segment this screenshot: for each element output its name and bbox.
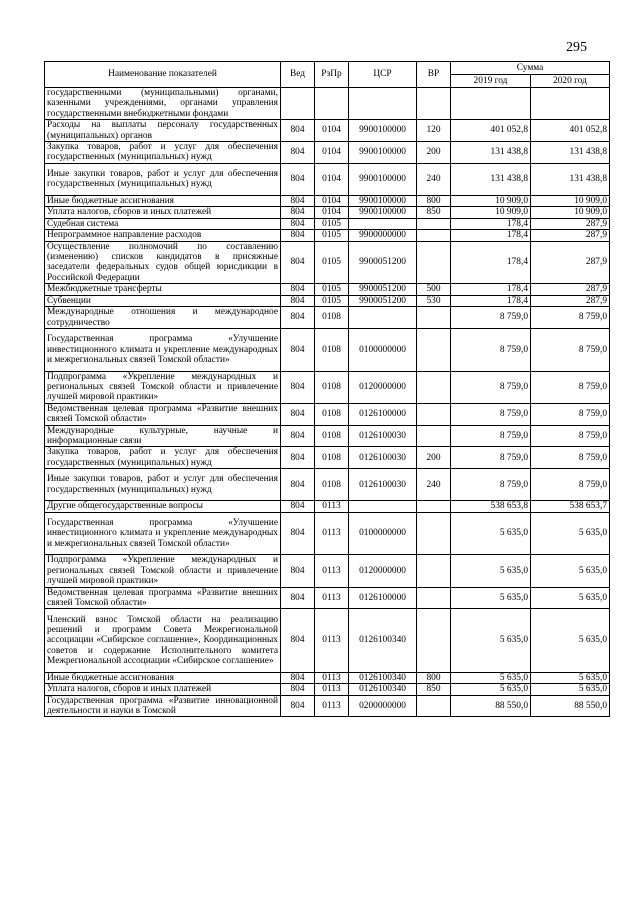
cell-name: Международные отношения и международное сотрудничество: [45, 307, 281, 329]
cell-sum-2020: 287,9: [531, 284, 610, 295]
table-row: [45, 328, 610, 371]
cell-csr: 9900100000: [349, 207, 417, 218]
cell-sum-2020: 538 653,7: [531, 501, 610, 512]
cell-vr: 850: [417, 684, 451, 695]
cell-csr: 0120000000: [349, 555, 417, 587]
table-row: [45, 371, 610, 403]
table-row: [45, 284, 610, 295]
cell-ved: 804: [281, 241, 315, 284]
cell-name: Закупка товаров, работ и услуг для обеспечения государственных (муниципальных) нужд: [45, 447, 281, 469]
cell-csr: 9900100000: [349, 142, 417, 164]
cell-csr: 0126100000: [349, 403, 417, 425]
table-row: [45, 501, 610, 512]
cell-vr: 240: [417, 469, 451, 501]
header-name: Наименование показателей: [45, 62, 281, 88]
cell-csr: 0126100000: [349, 587, 417, 609]
cell-rzpr: 0108: [315, 447, 349, 469]
cell-ved: 804: [281, 501, 315, 512]
cell-sum-2020: 10 909,0: [531, 196, 610, 207]
cell-sum-2019: 8 759,0: [451, 328, 531, 371]
cell-sum-2020: 88 550,0: [531, 695, 610, 717]
cell-ved: 804: [281, 284, 315, 295]
cell-sum-2019: 88 550,0: [451, 695, 531, 717]
cell-ved: 804: [281, 307, 315, 329]
table-row: [45, 403, 610, 425]
cell-name: Подпрограмма «Укрепление международных и региональных связей Томской области и привлечение лучшей мировой практики»: [45, 371, 281, 403]
cell-vr: 850: [417, 207, 451, 218]
table-row: [45, 425, 610, 447]
cell-ved: 804: [281, 295, 315, 306]
cell-csr: [349, 307, 417, 329]
cell-sum-2019: 5 635,0: [451, 512, 531, 555]
cell-csr: 9900051200: [349, 295, 417, 306]
cell-sum-2020: 401 052,8: [531, 120, 610, 142]
table-row: [45, 218, 610, 229]
header-ved: Вед: [281, 62, 315, 88]
cell-vr: [417, 695, 451, 717]
table-row: [45, 207, 610, 218]
cell-ved: 804: [281, 447, 315, 469]
cell-rzpr: 0108: [315, 403, 349, 425]
cell-name: Субвенции: [45, 295, 281, 306]
cell-rzpr: 0108: [315, 307, 349, 329]
cell-rzpr: 0108: [315, 328, 349, 371]
table-row: [45, 230, 610, 241]
table-row: [45, 447, 610, 469]
cell-name: Уплата налогов, сборов и иных платежей: [45, 207, 281, 218]
cell-csr: 0126100030: [349, 425, 417, 447]
budget-table: [44, 61, 610, 717]
cell-vr: 530: [417, 295, 451, 306]
cell-ved: 804: [281, 684, 315, 695]
cell-vr: [417, 609, 451, 672]
cell-name: Расходы на выплаты персоналу государственных (муниципальных) органов: [45, 120, 281, 142]
cell-csr: 0126100340: [349, 672, 417, 683]
table-body: [45, 88, 610, 717]
cell-name: Иные бюджетные ассигнования: [45, 672, 281, 683]
cell-csr: 9900100000: [349, 163, 417, 195]
cell-sum-2019: 401 052,8: [451, 120, 531, 142]
cell-sum-2020: 131 438,8: [531, 142, 610, 164]
cell-ved: 804: [281, 609, 315, 672]
cell-csr: 0120000000: [349, 371, 417, 403]
cell-name: Ведомственная целевая программа «Развитие внешних связей Томской области»: [45, 587, 281, 609]
cell-rzpr: 0104: [315, 196, 349, 207]
cell-sum-2019: 8 759,0: [451, 469, 531, 501]
cell-name: Непрограммное направление расходов: [45, 230, 281, 241]
cell-ved: [281, 88, 315, 120]
cell-name: Уплата налогов, сборов и иных платежей: [45, 684, 281, 695]
cell-name: Другие общегосударственные вопросы: [45, 501, 281, 512]
cell-name: Ведомственная целевая программа «Развитие внешних связей Томской области»: [45, 403, 281, 425]
cell-name: Иные закупки товаров, работ и услуг для обеспечения государственных (муниципальных) нужд: [45, 469, 281, 501]
cell-rzpr: 0113: [315, 609, 349, 672]
cell-sum-2019: 8 759,0: [451, 447, 531, 469]
cell-rzpr: 0113: [315, 501, 349, 512]
cell-sum-2020: 5 635,0: [531, 684, 610, 695]
table-row: [45, 684, 610, 695]
cell-sum-2020: 5 635,0: [531, 672, 610, 683]
cell-vr: [417, 512, 451, 555]
cell-sum-2020: 8 759,0: [531, 403, 610, 425]
table-row: [45, 672, 610, 683]
cell-name: Иные бюджетные ассигнования: [45, 196, 281, 207]
table-row: [45, 241, 610, 284]
cell-rzpr: 0113: [315, 587, 349, 609]
table-row: [45, 307, 610, 329]
cell-vr: 200: [417, 447, 451, 469]
table-row: [45, 469, 610, 501]
cell-sum-2019: 5 635,0: [451, 587, 531, 609]
cell-name: Межбюджетные трансферты: [45, 284, 281, 295]
cell-csr: 9900051200: [349, 241, 417, 284]
cell-vr: [417, 371, 451, 403]
cell-sum-2020: [531, 88, 610, 120]
table-row: [45, 163, 610, 195]
cell-sum-2019: 5 635,0: [451, 609, 531, 672]
cell-sum-2019: 8 759,0: [451, 307, 531, 329]
header-vr: ВР: [417, 62, 451, 88]
cell-ved: 804: [281, 672, 315, 683]
cell-ved: 804: [281, 207, 315, 218]
cell-sum-2019: 10 909,0: [451, 207, 531, 218]
cell-rzpr: 0105: [315, 230, 349, 241]
cell-vr: [417, 587, 451, 609]
cell-rzpr: 0108: [315, 371, 349, 403]
cell-name: Подпрограмма «Укрепление международных и региональных связей Томской области и привлечение лучшей мировой практики»: [45, 555, 281, 587]
cell-rzpr: [315, 88, 349, 120]
table-row: [45, 587, 610, 609]
cell-name: Членский взнос Томской области на реализацию решений и программ Совета Межрегиональной ассоциации «Сибирское соглашение», Координационных советов и содержание Исполнительного комитета Межрегиональной ассоциации «Сибирское соглашение»: [45, 609, 281, 672]
cell-rzpr: 0113: [315, 512, 349, 555]
cell-csr: 0126100340: [349, 609, 417, 672]
cell-vr: 120: [417, 120, 451, 142]
cell-csr: 9900000000: [349, 230, 417, 241]
cell-csr: [349, 501, 417, 512]
cell-sum-2020: 8 759,0: [531, 328, 610, 371]
table-row: [45, 512, 610, 555]
cell-rzpr: 0108: [315, 469, 349, 501]
cell-ved: 804: [281, 196, 315, 207]
cell-sum-2019: 178,4: [451, 218, 531, 229]
cell-sum-2019: 178,4: [451, 241, 531, 284]
cell-ved: 804: [281, 469, 315, 501]
header-sum: Сумма: [451, 62, 610, 75]
table-row: [45, 120, 610, 142]
cell-name: государственными (муниципальными) органами, казенными учреждениями, органами управления государственными внебюджетными фондами: [45, 88, 281, 120]
cell-sum-2019: 8 759,0: [451, 403, 531, 425]
cell-sum-2020: 5 635,0: [531, 609, 610, 672]
cell-ved: 804: [281, 230, 315, 241]
cell-vr: [417, 241, 451, 284]
cell-sum-2019: 131 438,8: [451, 142, 531, 164]
cell-vr: 800: [417, 196, 451, 207]
cell-csr: 0200000000: [349, 695, 417, 717]
cell-sum-2019: 5 635,0: [451, 684, 531, 695]
cell-rzpr: 0105: [315, 241, 349, 284]
cell-rzpr: 0104: [315, 163, 349, 195]
table-row: [45, 295, 610, 306]
cell-vr: [417, 403, 451, 425]
cell-name: Государственная программа «Улучшение инвестиционного климата и укрепление международных и межрегиональных связей Томской области»: [45, 328, 281, 371]
cell-ved: 804: [281, 371, 315, 403]
cell-csr: 0100000000: [349, 512, 417, 555]
cell-csr: 0126100340: [349, 684, 417, 695]
table-header: [45, 62, 610, 88]
cell-name: Международные культурные, научные и информационные связи: [45, 425, 281, 447]
cell-rzpr: 0113: [315, 695, 349, 717]
cell-name: Иные закупки товаров, работ и услуг для обеспечения государственных (муниципальных) нужд: [45, 163, 281, 195]
cell-ved: 804: [281, 587, 315, 609]
cell-sum-2019: 5 635,0: [451, 555, 531, 587]
cell-name: Закупка товаров, работ и услуг для обеспечения государственных (муниципальных) нужд: [45, 142, 281, 164]
cell-rzpr: 0104: [315, 142, 349, 164]
cell-sum-2020: 131 438,8: [531, 163, 610, 195]
cell-sum-2020: 8 759,0: [531, 425, 610, 447]
cell-rzpr: 0113: [315, 555, 349, 587]
cell-sum-2019: 178,4: [451, 295, 531, 306]
cell-vr: 200: [417, 142, 451, 164]
cell-ved: 804: [281, 218, 315, 229]
cell-sum-2019: 5 635,0: [451, 672, 531, 683]
cell-ved: 804: [281, 328, 315, 371]
cell-rzpr: 0105: [315, 218, 349, 229]
cell-ved: 804: [281, 425, 315, 447]
cell-vr: 800: [417, 672, 451, 683]
cell-vr: [417, 425, 451, 447]
header-2020: 2020 год: [531, 75, 610, 88]
table-row: [45, 88, 610, 120]
cell-csr: [349, 218, 417, 229]
table-row: [45, 142, 610, 164]
cell-sum-2020: 8 759,0: [531, 371, 610, 403]
cell-csr: 0126100030: [349, 469, 417, 501]
cell-ved: 804: [281, 163, 315, 195]
cell-vr: 500: [417, 284, 451, 295]
cell-sum-2020: 287,9: [531, 295, 610, 306]
cell-rzpr: 0104: [315, 120, 349, 142]
cell-csr: [349, 88, 417, 120]
cell-sum-2020: 287,9: [531, 218, 610, 229]
table-row: [45, 609, 610, 672]
table-row: [45, 555, 610, 587]
cell-sum-2019: [451, 88, 531, 120]
cell-sum-2020: 8 759,0: [531, 307, 610, 329]
cell-csr: 9900051200: [349, 284, 417, 295]
cell-sum-2020: 5 635,0: [531, 512, 610, 555]
cell-ved: 804: [281, 555, 315, 587]
cell-rzpr: 0105: [315, 284, 349, 295]
cell-name: Осуществление полномочий по составлению (изменению) списков кандидатов в присяжные заседатели федеральных судов общей юрисдикции в Российской Федерации: [45, 241, 281, 284]
cell-sum-2020: 8 759,0: [531, 469, 610, 501]
table-row: [45, 695, 610, 717]
header-rzpr: РзПр: [315, 62, 349, 88]
cell-vr: [417, 501, 451, 512]
cell-ved: 804: [281, 142, 315, 164]
header-2019: 2019 год: [451, 75, 531, 88]
cell-sum-2019: 8 759,0: [451, 425, 531, 447]
page-number: 295: [566, 40, 587, 55]
cell-sum-2019: 178,4: [451, 284, 531, 295]
cell-csr: 0126100030: [349, 447, 417, 469]
cell-ved: 804: [281, 403, 315, 425]
cell-name: Судебная система: [45, 218, 281, 229]
cell-rzpr: 0113: [315, 684, 349, 695]
cell-rzpr: 0113: [315, 672, 349, 683]
cell-rzpr: 0105: [315, 295, 349, 306]
cell-sum-2020: 10 909,0: [531, 207, 610, 218]
cell-vr: [417, 218, 451, 229]
table-row: [45, 196, 610, 207]
cell-sum-2019: 10 909,0: [451, 196, 531, 207]
cell-name: Государственная программа «Улучшение инвестиционного климата и укрепление международных и межрегиональных связей Томской области»: [45, 512, 281, 555]
cell-rzpr: 0108: [315, 425, 349, 447]
cell-sum-2020: 287,9: [531, 241, 610, 284]
cell-sum-2020: 5 635,0: [531, 587, 610, 609]
cell-vr: [417, 555, 451, 587]
cell-vr: [417, 88, 451, 120]
cell-vr: [417, 230, 451, 241]
cell-name: Государственная программа «Развитие инновационной деятельности и науки в Томской: [45, 695, 281, 717]
cell-ved: 804: [281, 120, 315, 142]
cell-rzpr: 0104: [315, 207, 349, 218]
cell-vr: [417, 307, 451, 329]
cell-sum-2019: 8 759,0: [451, 371, 531, 403]
cell-csr: 9900100000: [349, 120, 417, 142]
cell-ved: 804: [281, 695, 315, 717]
cell-sum-2019: 538 653,8: [451, 501, 531, 512]
cell-vr: [417, 328, 451, 371]
cell-sum-2020: 8 759,0: [531, 447, 610, 469]
cell-sum-2019: 178,4: [451, 230, 531, 241]
cell-csr: 0100000000: [349, 328, 417, 371]
cell-csr: 9900100000: [349, 196, 417, 207]
cell-vr: 240: [417, 163, 451, 195]
cell-ved: 804: [281, 512, 315, 555]
header-csr: ЦСР: [349, 62, 417, 88]
cell-sum-2020: 5 635,0: [531, 555, 610, 587]
cell-sum-2020: 287,9: [531, 230, 610, 241]
cell-sum-2019: 131 438,8: [451, 163, 531, 195]
